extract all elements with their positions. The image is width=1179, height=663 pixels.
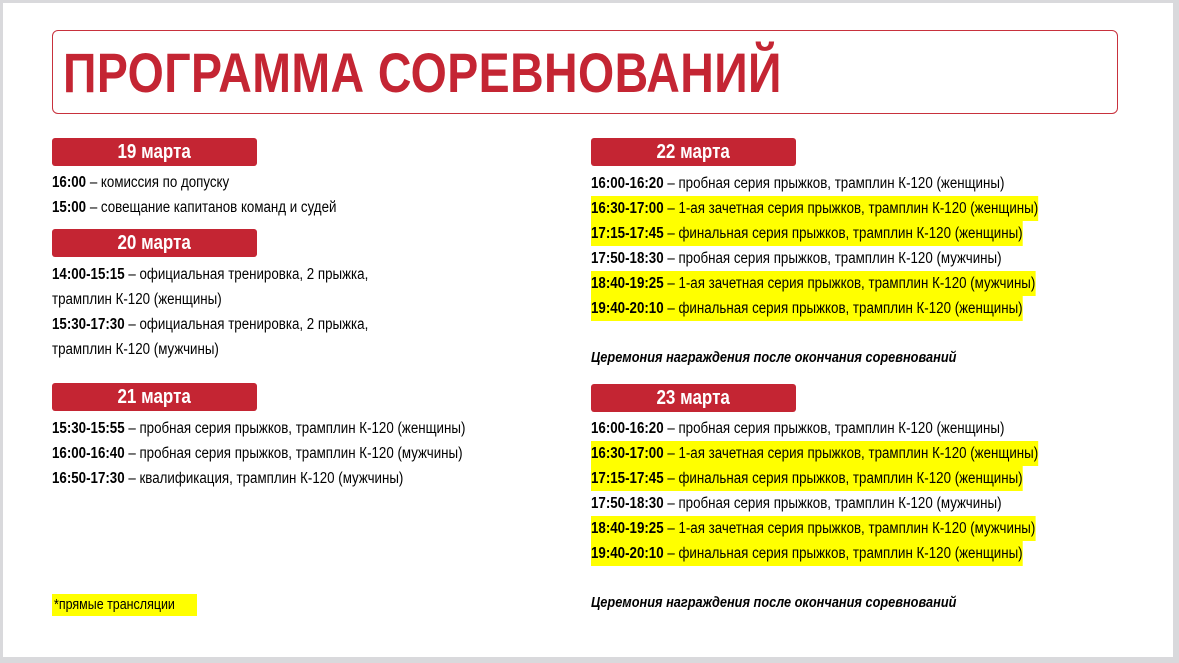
page-title: ПРОГРАММА СОРЕВНОВАНИЙ — [63, 41, 782, 104]
event-time: 17:15-17:45 — [591, 470, 664, 487]
date-label: 20 марта — [117, 232, 192, 254]
event-time: 16:00 — [52, 174, 87, 191]
event-time: 17:15-17:45 — [591, 225, 664, 242]
event-desc: – 1-ая зачетная серия прыжков, трамплин К-120 (женщины) — [667, 445, 1039, 462]
event-line — [52, 312, 420, 337]
event-desc: – 1-ая зачетная серия прыжков, трамплин К-120 (женщины) — [667, 200, 1039, 217]
event-line-highlighted — [591, 441, 1111, 466]
event-desc: – квалификация, трамплин К-120 (мужчины) — [128, 470, 404, 487]
event-desc: – финальная серия прыжков, трамплин К-120 (женщины) — [667, 470, 1023, 487]
event-line — [52, 262, 420, 287]
event-time: 17:50-18:30 — [591, 495, 664, 512]
slide — [3, 3, 1173, 657]
event-line-highlighted — [591, 466, 1111, 491]
date-label: 22 марта — [656, 141, 731, 163]
day-20-events — [52, 262, 420, 362]
event-line — [52, 441, 533, 466]
event-line-continuation — [52, 287, 420, 312]
event-time: 17:50-18:30 — [591, 250, 664, 267]
event-desc: трамплин К-120 (мужчины) — [52, 341, 219, 358]
event-desc: – финальная серия прыжков, трамплин К-120 (женщины) — [667, 545, 1023, 562]
date-badge-20 — [52, 229, 257, 257]
date-badge-23 — [591, 384, 796, 412]
event-desc: – пробная серия прыжков, трамплин К-120 (женщины) — [128, 420, 466, 437]
event-time: 16:00-16:20 — [591, 175, 664, 192]
date-badge-19 — [52, 138, 257, 166]
title-box — [52, 30, 1118, 114]
event-time: 16:00-16:20 — [591, 420, 664, 437]
event-line-highlighted — [591, 516, 1111, 541]
event-desc: – пробная серия прыжков, трамплин К-120 (мужчины) — [667, 495, 1002, 512]
date-label: 19 марта — [117, 141, 192, 163]
date-badge-22 — [591, 138, 796, 166]
event-time: 14:00-15:15 — [52, 266, 125, 283]
event-desc: – пробная серия прыжков, трамплин К-120 (женщины) — [667, 175, 1005, 192]
date-label: 21 марта — [117, 386, 192, 408]
event-time: 16:30-17:00 — [591, 200, 664, 217]
event-desc: – официальная тренировка, 2 прыжка, — [128, 316, 369, 333]
event-desc: – пробная серия прыжков, трамплин К-120 (женщины) — [667, 420, 1005, 437]
event-time: 18:40-19:25 — [591, 275, 664, 292]
event-line — [52, 466, 533, 491]
event-desc: – 1-ая зачетная серия прыжков, трамплин К-120 (мужчины) — [667, 520, 1036, 537]
note-text: *прямые трансляции — [54, 597, 175, 613]
event-desc: – пробная серия прыжков, трамплин К-120 (мужчины) — [667, 250, 1002, 267]
event-desc: – финальная серия прыжков, трамплин К-120 (женщины) — [667, 300, 1023, 317]
event-line — [52, 170, 383, 195]
event-time: 18:40-19:25 — [591, 520, 664, 537]
event-desc: – финальная серия прыжков, трамплин К-120 (женщины) — [667, 225, 1023, 242]
day-19-events — [52, 170, 383, 220]
event-line — [52, 195, 383, 220]
event-desc: – 1-ая зачетная серия прыжков, трамплин К-120 (мужчины) — [667, 275, 1036, 292]
event-desc: – официальная тренировка, 2 прыжка, — [128, 266, 369, 283]
day-23-events — [591, 416, 1111, 566]
event-time: 15:00 — [52, 199, 87, 216]
event-desc: – совещание капитанов команд и судей — [89, 199, 337, 216]
event-line-continuation — [52, 337, 420, 362]
event-line-highlighted — [591, 196, 1111, 221]
date-label: 23 марта — [656, 387, 731, 409]
date-badge-21 — [52, 383, 257, 411]
event-line-highlighted — [591, 221, 1111, 246]
day-21-events — [52, 416, 533, 491]
event-line — [52, 416, 533, 441]
event-time: 16:00-16:40 — [52, 445, 125, 462]
event-time: 16:30-17:00 — [591, 445, 664, 462]
event-line-highlighted — [591, 296, 1111, 321]
event-desc: – пробная серия прыжков, трамплин К-120 (мужчины) — [128, 445, 463, 462]
event-time: 15:30-15:55 — [52, 420, 125, 437]
day-22-events — [591, 171, 1111, 321]
event-line — [591, 416, 1111, 441]
ceremony-note-23: Церемония награждения после окончания соревнований — [591, 595, 957, 611]
event-line — [591, 491, 1111, 516]
ceremony-note-22: Церемония награждения после окончания соревнований — [591, 350, 957, 366]
event-desc: трамплин К-120 (женщины) — [52, 291, 222, 308]
event-time: 16:50-17:30 — [52, 470, 125, 487]
event-line — [591, 246, 1111, 271]
event-time: 19:40-20:10 — [591, 545, 664, 562]
event-time: 15:30-17:30 — [52, 316, 125, 333]
event-desc: – комиссия по допуску — [89, 174, 230, 191]
event-line-highlighted — [591, 541, 1111, 566]
event-line — [591, 171, 1111, 196]
event-time: 19:40-20:10 — [591, 300, 664, 317]
event-line-highlighted — [591, 271, 1111, 296]
live-broadcast-note — [52, 594, 197, 616]
